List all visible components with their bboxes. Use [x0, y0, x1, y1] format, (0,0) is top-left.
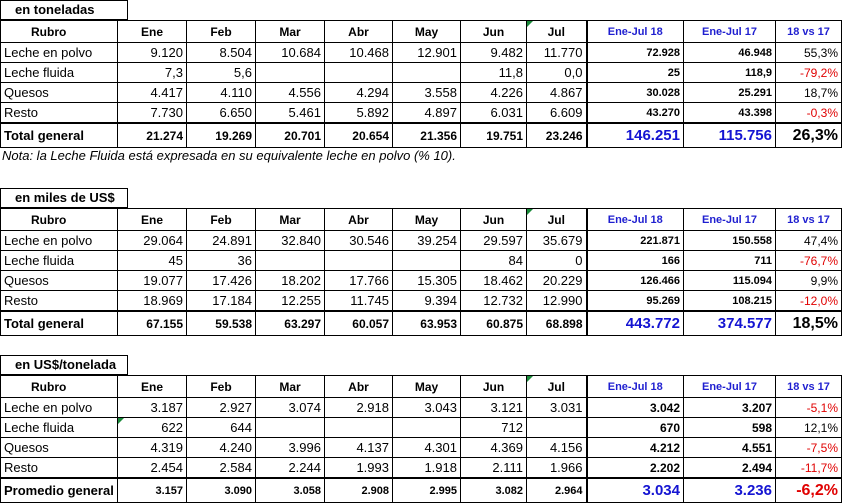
footnote: Nota: la Leche Fluida está expresada en su equivalente leche en polvo (% 10).: [2, 148, 456, 163]
header-month: Mar: [256, 209, 325, 231]
cell-value: 4.867: [527, 83, 587, 103]
total-label: Total general: [1, 123, 118, 148]
total-row: [1, 123, 842, 148]
cell-total-18: 72.928: [587, 43, 684, 63]
row-label: Leche en polvo: [1, 43, 118, 63]
cell-value: 4.897: [393, 103, 461, 124]
total-18: 3.034: [587, 478, 684, 503]
header-row: [1, 376, 842, 398]
header-month: May: [393, 21, 461, 43]
header-month: Ene: [118, 21, 187, 43]
cell-value: 24.891: [187, 231, 256, 251]
header-variation: 18 vs 17: [776, 209, 842, 231]
total-value: 63.953: [393, 311, 461, 336]
cell-value: 9.394: [393, 291, 461, 312]
cell-total-18: 2.202: [587, 458, 684, 479]
cell-value: 19.077: [118, 271, 187, 291]
cell-total-18: 126.466: [587, 271, 684, 291]
table-row: [1, 291, 842, 312]
total-value: 59.538: [187, 311, 256, 336]
total-value: 60.875: [461, 311, 527, 336]
row-label: Resto: [1, 291, 118, 312]
total-value: 63.297: [256, 311, 325, 336]
header-rubro: Rubro: [1, 209, 118, 231]
cell-variation: -76,7%: [776, 251, 842, 271]
cell-total-17: 108.215: [684, 291, 776, 312]
cell-value: 2.111: [461, 458, 527, 479]
total-value: 2.908: [325, 478, 393, 503]
row-label: Leche fluida: [1, 63, 118, 83]
header-rubro: Rubro: [1, 376, 118, 398]
header-variation: 18 vs 17: [776, 376, 842, 398]
cell-value: 712: [461, 418, 527, 438]
cell-value: [393, 251, 461, 271]
cell-value: 9.120: [118, 43, 187, 63]
header-month: May: [393, 209, 461, 231]
data-table-toneladas: [0, 20, 842, 148]
cell-value: 32.840: [256, 231, 325, 251]
cell-total-17: 25.291: [684, 83, 776, 103]
header-row: [1, 209, 842, 231]
header-month: Feb: [187, 21, 256, 43]
total-value: 3.058: [256, 478, 325, 503]
cell-value: 3.187: [118, 398, 187, 418]
cell-value: 4.110: [187, 83, 256, 103]
cell-value: 1.966: [527, 458, 587, 479]
cell-value: 10.684: [256, 43, 325, 63]
header-month: Jun: [461, 209, 527, 231]
cell-value: 11.770: [527, 43, 587, 63]
total-value: 20.701: [256, 123, 325, 148]
total-17: 374.577: [684, 311, 776, 336]
cell-value: 0: [527, 251, 587, 271]
cell-total-18: 4.212: [587, 438, 684, 458]
row-label: Leche en polvo: [1, 398, 118, 418]
header-period-18: Ene-Jul 18: [587, 376, 684, 398]
cell-value: 2.927: [187, 398, 256, 418]
cell-value: 3.121: [461, 398, 527, 418]
cell-value: [393, 418, 461, 438]
header-period-18: Ene-Jul 18: [587, 209, 684, 231]
cell-total-17: 2.494: [684, 458, 776, 479]
total-value: 68.898: [527, 311, 587, 336]
total-18: 443.772: [587, 311, 684, 336]
cell-value: 36: [187, 251, 256, 271]
header-month: Mar: [256, 376, 325, 398]
cell-variation: 47,4%: [776, 231, 842, 251]
header-month: Ene: [118, 376, 187, 398]
table-row: [1, 271, 842, 291]
cell-value: 1.993: [325, 458, 393, 479]
header-period-17: Ene-Jul 17: [684, 21, 776, 43]
total-value: 67.155: [118, 311, 187, 336]
total-value: 20.654: [325, 123, 393, 148]
table-row: [1, 231, 842, 251]
header-month: Jul: [527, 376, 587, 398]
cell-value: 45: [118, 251, 187, 271]
cell-total-18: 95.269: [587, 291, 684, 312]
total-value: 60.057: [325, 311, 393, 336]
table-row: [1, 398, 842, 418]
cell-value: 3.558: [393, 83, 461, 103]
cell-value: 2.918: [325, 398, 393, 418]
total-row: [1, 478, 842, 503]
cell-variation: -79,2%: [776, 63, 842, 83]
table-row: [1, 43, 842, 63]
cell-value: 11.745: [325, 291, 393, 312]
cell-total-18: 221.871: [587, 231, 684, 251]
cell-value: 6.031: [461, 103, 527, 124]
cell-value: 2.454: [118, 458, 187, 479]
cell-value: [325, 418, 393, 438]
cell-value: [325, 63, 393, 83]
header-month: Ene: [118, 209, 187, 231]
cell-value: 20.229: [527, 271, 587, 291]
cell-value: 15.305: [393, 271, 461, 291]
header-row: [1, 21, 842, 43]
header-month: Jun: [461, 376, 527, 398]
cell-value: 3.074: [256, 398, 325, 418]
cell-value: 5,6: [187, 63, 256, 83]
cell-total-18: 25: [587, 63, 684, 83]
cell-value: [325, 251, 393, 271]
cell-value: 7.730: [118, 103, 187, 124]
cell-total-18: 43.270: [587, 103, 684, 124]
table-row: [1, 438, 842, 458]
header-month: Jul: [527, 209, 587, 231]
cell-value: 4.137: [325, 438, 393, 458]
cell-total-17: 46.948: [684, 43, 776, 63]
total-variation: 18,5%: [776, 311, 842, 336]
cell-value: 17.184: [187, 291, 256, 312]
cell-value: 4.556: [256, 83, 325, 103]
cell-value: 0,0: [527, 63, 587, 83]
cell-value: 4.240: [187, 438, 256, 458]
cell-value: 4.156: [527, 438, 587, 458]
cell-value: 10.468: [325, 43, 393, 63]
data-table-usd-tonelada: [0, 375, 842, 503]
cell-variation: 18,7%: [776, 83, 842, 103]
total-label: Promedio general: [1, 478, 118, 503]
row-label: Quesos: [1, 271, 118, 291]
total-value: 2.964: [527, 478, 587, 503]
total-variation: -6,2%: [776, 478, 842, 503]
table-row: [1, 63, 842, 83]
cell-value: 4.226: [461, 83, 527, 103]
cell-variation: 12,1%: [776, 418, 842, 438]
section-title: en miles de US$: [0, 188, 128, 208]
cell-value: 622: [118, 418, 187, 438]
table-row: [1, 83, 842, 103]
cell-value: 2.584: [187, 458, 256, 479]
cell-value: 3.996: [256, 438, 325, 458]
header-month: Jul: [527, 21, 587, 43]
total-value: 2.995: [393, 478, 461, 503]
cell-total-18: 3.042: [587, 398, 684, 418]
cell-value: 8.504: [187, 43, 256, 63]
cell-total-17: 115.094: [684, 271, 776, 291]
header-period-17: Ene-Jul 17: [684, 376, 776, 398]
cell-value: 29.064: [118, 231, 187, 251]
cell-value: 2.244: [256, 458, 325, 479]
cell-variation: 55,3%: [776, 43, 842, 63]
cell-value: 12.901: [393, 43, 461, 63]
cell-value: 12.255: [256, 291, 325, 312]
header-period-18: Ene-Jul 18: [587, 21, 684, 43]
row-label: Resto: [1, 103, 118, 124]
table-row: [1, 251, 842, 271]
cell-value: 7,3: [118, 63, 187, 83]
section-title: en US$/tonelada: [0, 355, 128, 375]
cell-total-17: 3.207: [684, 398, 776, 418]
cell-value: [393, 63, 461, 83]
total-value: 19.269: [187, 123, 256, 148]
cell-value: 17.766: [325, 271, 393, 291]
cell-variation: 9,9%: [776, 271, 842, 291]
cell-total-18: 670: [587, 418, 684, 438]
total-value: 3.090: [187, 478, 256, 503]
cell-value: 30.546: [325, 231, 393, 251]
cell-value: 4.319: [118, 438, 187, 458]
section-title: en toneladas: [0, 0, 128, 20]
cell-value: 35.679: [527, 231, 587, 251]
cell-value: 5.892: [325, 103, 393, 124]
cell-variation: -12,0%: [776, 291, 842, 312]
cell-value: 6.650: [187, 103, 256, 124]
cell-value: 644: [187, 418, 256, 438]
header-month: May: [393, 376, 461, 398]
cell-value: 29.597: [461, 231, 527, 251]
header-month: Feb: [187, 209, 256, 231]
table-row: [1, 418, 842, 438]
cell-value: 4.294: [325, 83, 393, 103]
cell-value: 6.609: [527, 103, 587, 124]
total-row: [1, 311, 842, 336]
cell-value: 18.462: [461, 271, 527, 291]
cell-value: 3.031: [527, 398, 587, 418]
row-label: Leche fluida: [1, 418, 118, 438]
row-label: Resto: [1, 458, 118, 479]
header-variation: 18 vs 17: [776, 21, 842, 43]
table-row: [1, 458, 842, 479]
header-month: Abr: [325, 376, 393, 398]
cell-value: [256, 63, 325, 83]
cell-value: 18.202: [256, 271, 325, 291]
table-row: [1, 103, 842, 124]
cell-value: 18.969: [118, 291, 187, 312]
header-month: Mar: [256, 21, 325, 43]
cell-total-17: 43.398: [684, 103, 776, 124]
header-month: Abr: [325, 21, 393, 43]
cell-variation: -5,1%: [776, 398, 842, 418]
total-value: 3.157: [118, 478, 187, 503]
row-label: Leche fluida: [1, 251, 118, 271]
cell-value: 17.426: [187, 271, 256, 291]
cell-value: 4.417: [118, 83, 187, 103]
cell-value: 4.301: [393, 438, 461, 458]
cell-value: 4.369: [461, 438, 527, 458]
cell-value: 84: [461, 251, 527, 271]
cell-variation: -0,3%: [776, 103, 842, 124]
cell-value: 12.732: [461, 291, 527, 312]
cell-total-17: 4.551: [684, 438, 776, 458]
cell-value: 5.461: [256, 103, 325, 124]
cell-value: [256, 418, 325, 438]
cell-value: 1.918: [393, 458, 461, 479]
cell-value: 11,8: [461, 63, 527, 83]
total-variation: 26,3%: [776, 123, 842, 148]
cell-value: 39.254: [393, 231, 461, 251]
total-17: 3.236: [684, 478, 776, 503]
total-value: 21.356: [393, 123, 461, 148]
data-table-miles-usd: [0, 208, 842, 336]
row-label: Quesos: [1, 438, 118, 458]
header-month: Feb: [187, 376, 256, 398]
cell-total-17: 150.558: [684, 231, 776, 251]
total-value: 23.246: [527, 123, 587, 148]
total-label: Total general: [1, 311, 118, 336]
total-17: 115.756: [684, 123, 776, 148]
cell-value: [256, 251, 325, 271]
cell-value: [527, 418, 587, 438]
header-month: Abr: [325, 209, 393, 231]
cell-value: 3.043: [393, 398, 461, 418]
cell-total-17: 711: [684, 251, 776, 271]
row-label: Quesos: [1, 83, 118, 103]
header-rubro: Rubro: [1, 21, 118, 43]
row-label: Leche en polvo: [1, 231, 118, 251]
total-value: 3.082: [461, 478, 527, 503]
cell-total-17: 118,9: [684, 63, 776, 83]
header-period-17: Ene-Jul 17: [684, 209, 776, 231]
cell-total-18: 30.028: [587, 83, 684, 103]
total-value: 19.751: [461, 123, 527, 148]
cell-value: 9.482: [461, 43, 527, 63]
cell-total-17: 598: [684, 418, 776, 438]
cell-value: 12.990: [527, 291, 587, 312]
total-18: 146.251: [587, 123, 684, 148]
total-value: 21.274: [118, 123, 187, 148]
cell-variation: -11,7%: [776, 458, 842, 479]
cell-total-18: 166: [587, 251, 684, 271]
cell-variation: -7,5%: [776, 438, 842, 458]
header-month: Jun: [461, 21, 527, 43]
